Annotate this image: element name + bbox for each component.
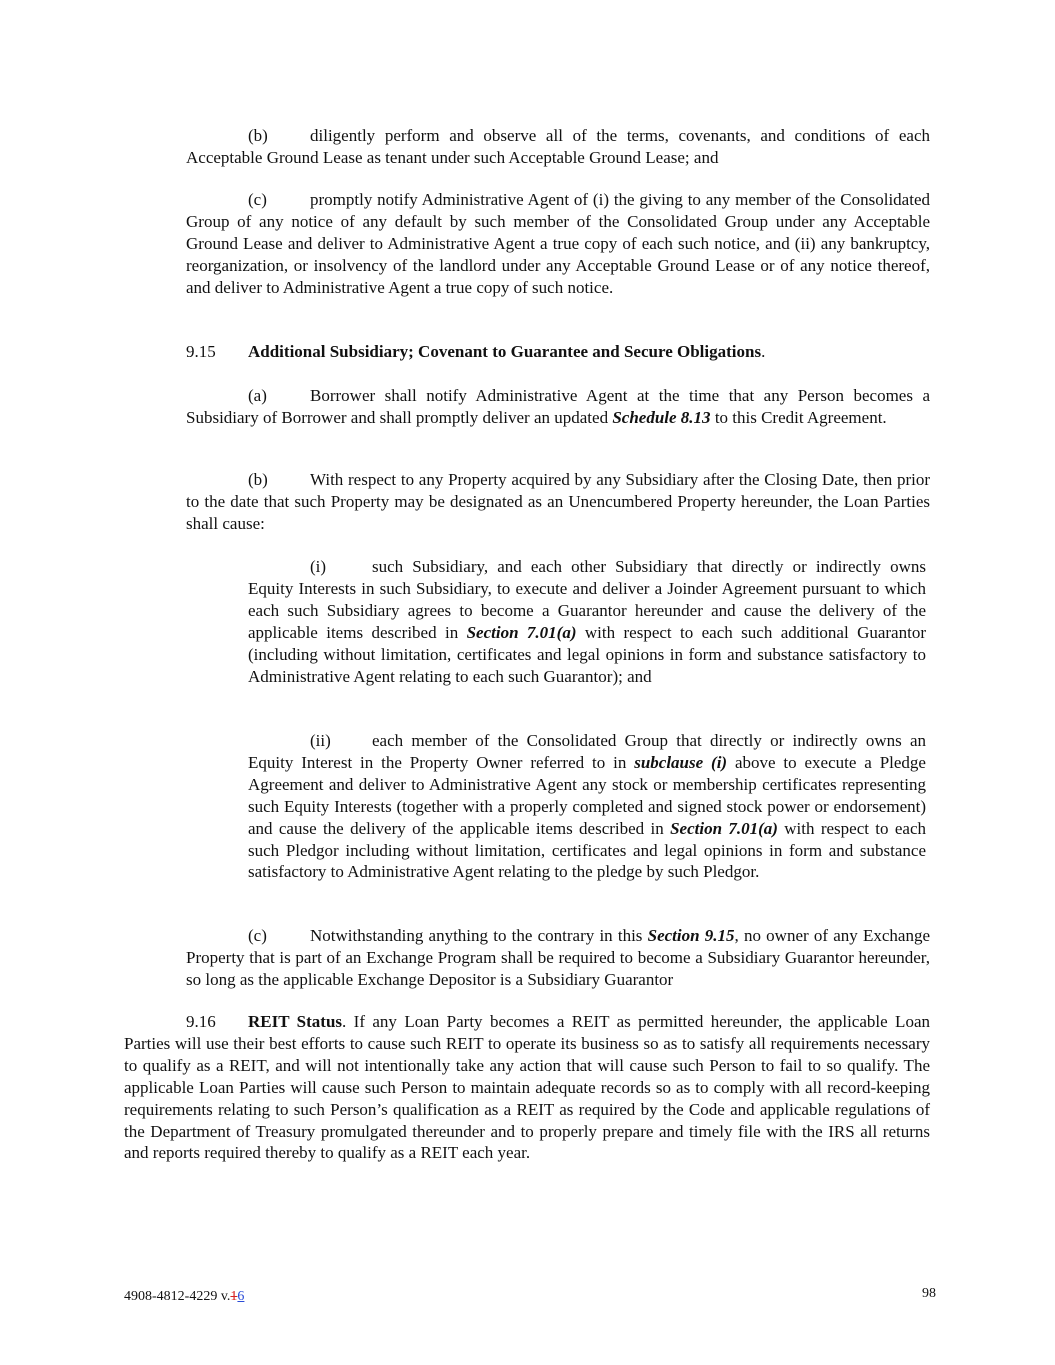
section-9-16 (124, 1011, 930, 1164)
clause-label: (ii) (310, 731, 331, 750)
cross-reference: Section 7.01(a) (670, 818, 778, 838)
section-9-15-heading (186, 341, 930, 363)
section-title: Additional Subsidiary; Covenant to Guarantee and Secure Obligations (248, 342, 762, 361)
clause-9-15-b (186, 469, 930, 535)
clause-b-ground-lease (186, 125, 930, 169)
clause-label: (a) (248, 386, 267, 405)
clause-text: with respect to each such Pledgor including without limitation, certificates and legal opinions in form and substance satisfactory to Administrative Agent relating to the pledge by such Pledgor. (248, 818, 926, 882)
inserted-version: 6 (237, 1289, 245, 1304)
clause-text: diligently perform and observe all of the terms, covenants, and conditions of each Acceptable Ground Lease as tenant under such Acceptable Ground Lease; and (186, 126, 930, 167)
clause-text: promptly notify Administrative Agent of (i) the giving to any member of the Consolidated Group of any notice of any default by such member of the Consolidated Group under any Acceptable Ground Lease and deliver to Administrative Agent a true copy of each such notice, and (ii) any bankruptcy, reorganization, or insolvency of the landlord under any Acceptable Ground Lease or of any notice thereof, and deliver to Administrative Agent a true copy of such notice. (186, 190, 930, 297)
clause-9-15-a (186, 385, 930, 429)
clause-label: (b) (248, 126, 268, 145)
clause-text: , no owner of any Exchange Property that is part of an Exchange Program shall be required to become a Subsidiary Guarantor hereunder, so long as the applicable Exchange Depositor is a Subsidiary Guarantor (186, 926, 930, 989)
deleted-version: 1 (230, 1289, 238, 1304)
clause-text: Notwithstanding anything to the contrary in this (310, 926, 648, 945)
section-number: 9.16 (186, 1012, 216, 1031)
clause-label: (c) (248, 926, 267, 945)
subclause-9-15-b-ii (248, 730, 926, 883)
doc-id-text: 4908-4812-4229 v. (124, 1289, 231, 1304)
clause-text: Borrower shall notify Administrative Agent at the time that any Person becomes a Subsidiary of Borrower and shall promptly deliver an updated (186, 386, 930, 427)
clause-label: (c) (248, 190, 267, 209)
clause-text: to this Credit Agreement. (710, 407, 887, 427)
clause-text: above to execute a Pledge Agreement and deliver to Administrative Agent any stock or membership certificates representing such Equity Interests (together with a properly completed and signed stock power or endorsement) and cause the delivery of the applicable items described in (248, 752, 926, 838)
section-title-period: . (761, 342, 766, 361)
clause-label: (i) (310, 557, 327, 576)
clause-text: with respect to each such additional Guarantor (including without limitation, certificates and legal opinions in form and substance satisfactory to Administrative Agent relating to each such Guarantor); and (248, 622, 926, 686)
section-text: . If any Loan Party becomes a REIT as permitted hereunder, the applicable Loan Parties will use their best efforts to cause such REIT to operate its business so as to satisfy all requirements necessary to qualify as a REIT, and will not intentionally take any action that will cause such Person to fail to so qualify. The applicable Loan Parties will cause such Person to maintain adequate records so as to comply with all record-keeping requirements relating to such Person’s qualification as a REIT as required by the Code and applicable regulations of the Department of Treasury promulgated thereunder and to properly prepare and timely file with the IRS all returns and reports required thereby to qualify as a REIT each year. (124, 1012, 930, 1163)
clause-9-15-c (186, 925, 930, 991)
section-title: REIT Status (248, 1012, 343, 1031)
section-number: 9.15 (186, 342, 216, 361)
cross-reference: Section 9.15 (647, 926, 735, 945)
footer-doc-id (124, 1288, 244, 1306)
clause-label: (b) (248, 470, 268, 489)
cross-reference: Schedule 8.13 (612, 407, 711, 427)
clause-text: With respect to any Property acquired by any Subsidiary after the Closing Date, then prior to the date that such Property may be designated as an Unencumbered Property hereunder, the Loan Parties shall cause: (186, 470, 930, 533)
clause-c-ground-lease (186, 189, 930, 299)
subclause-9-15-b-i (248, 556, 926, 687)
clause-text: such Subsidiary, and each other Subsidiary that directly or indirectly owns Equity Interests in such Subsidiary, to execute and deliver a Joinder Agreement pursuant to which each such Subsidiary agrees to become a Guarantor hereunder and cause the delivery of the applicable items described in (248, 557, 926, 642)
clause-text: each member of the Consolidated Group that directly or indirectly owns an Equity Interest in the Property Owner referred to in (248, 731, 926, 772)
cross-reference: subclause (i) (634, 752, 728, 772)
page-number: 98 (922, 1286, 936, 1301)
cross-reference: Section 7.01(a) (466, 622, 577, 642)
